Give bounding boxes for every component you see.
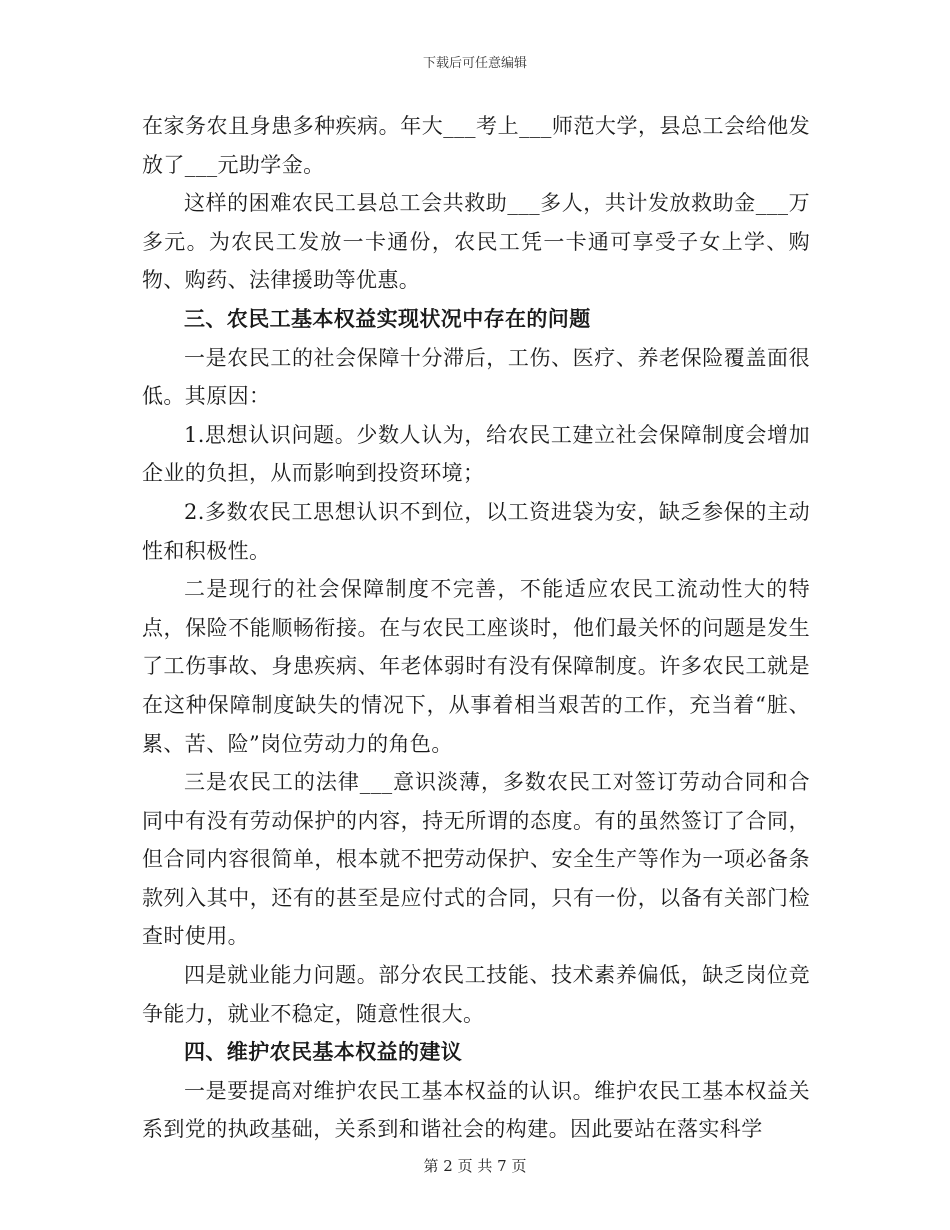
paragraph: 四是就业能力问题。部分农民工技能、技术素养偏低，缺乏岗位竞争能力，就业不稳定，随意性很大。 (142, 963, 810, 1026)
paragraph: 这样的困难农民工县总工会共救助___多人，共计发放救助金___万多元。为农民工发放一卡通份，农民工凭一卡通可享受子女上学、购物、购药、法律援助等优惠。 (142, 191, 810, 293)
page-number-footer: 第 2 页 共 7 页 (423, 1157, 527, 1175)
paragraph: 三是农民工的法律___意识淡薄，多数农民工对签订劳动合同和合同中有没有劳动保护的内容，持无所谓的态度。有的虽然签订了合同，但合同内容很简单，根本就不把劳动保护、安全生产等作为一项必备条款列入其中，还有的甚至是应付式的合同，只有一份，以备有关部门检查时使用。 (142, 770, 810, 949)
section-heading-4: 四、维护农民基本权益的建议 (184, 1039, 463, 1065)
document-body (142, 107, 810, 1149)
paragraph-continuation: 在家务农且身患多种疾病。年大___考上___师范大学，县总工会给他发放了___元助学金。 (142, 114, 810, 177)
paragraph: 一是农民工的社会保障十分滞后，工伤、医疗、养老保险覆盖面很低。其原因： (142, 345, 810, 409)
paragraph: 二是现行的社会保障制度不完善，不能适应农民工流动性大的特点，保险不能顺畅衔接。在与农民工座谈时，他们最关怀的问题是发生了工伤事故、身患疾病、年老体弱时有没有保障制度。许多农民工就是在这种保障制度缺失的情况下，从事着相当艰苦的工作，充当着“脏、累、苦、险”岗位劳动力的角色。 (142, 577, 810, 756)
section-heading-3: 三、农民工基本权益实现状况中存在的问题 (184, 305, 591, 331)
page-header: 下载后可任意编辑 (422, 56, 527, 71)
paragraph: 2.多数农民工思想认识不到位，以工资进袋为安，缺乏参保的主动性和积极性。 (142, 499, 810, 563)
paragraph: 一是要提高对维护农民工基本权益的认识。维护农民工基本权益关系到党的执政基础，关系到和谐社会的构建。因此要站在落实科学 (142, 1078, 810, 1142)
paragraph: 1.思想认识问题。少数人认为，给农民工建立社会保障制度会增加企业的负担，从而影响到投资环境； (142, 422, 810, 486)
